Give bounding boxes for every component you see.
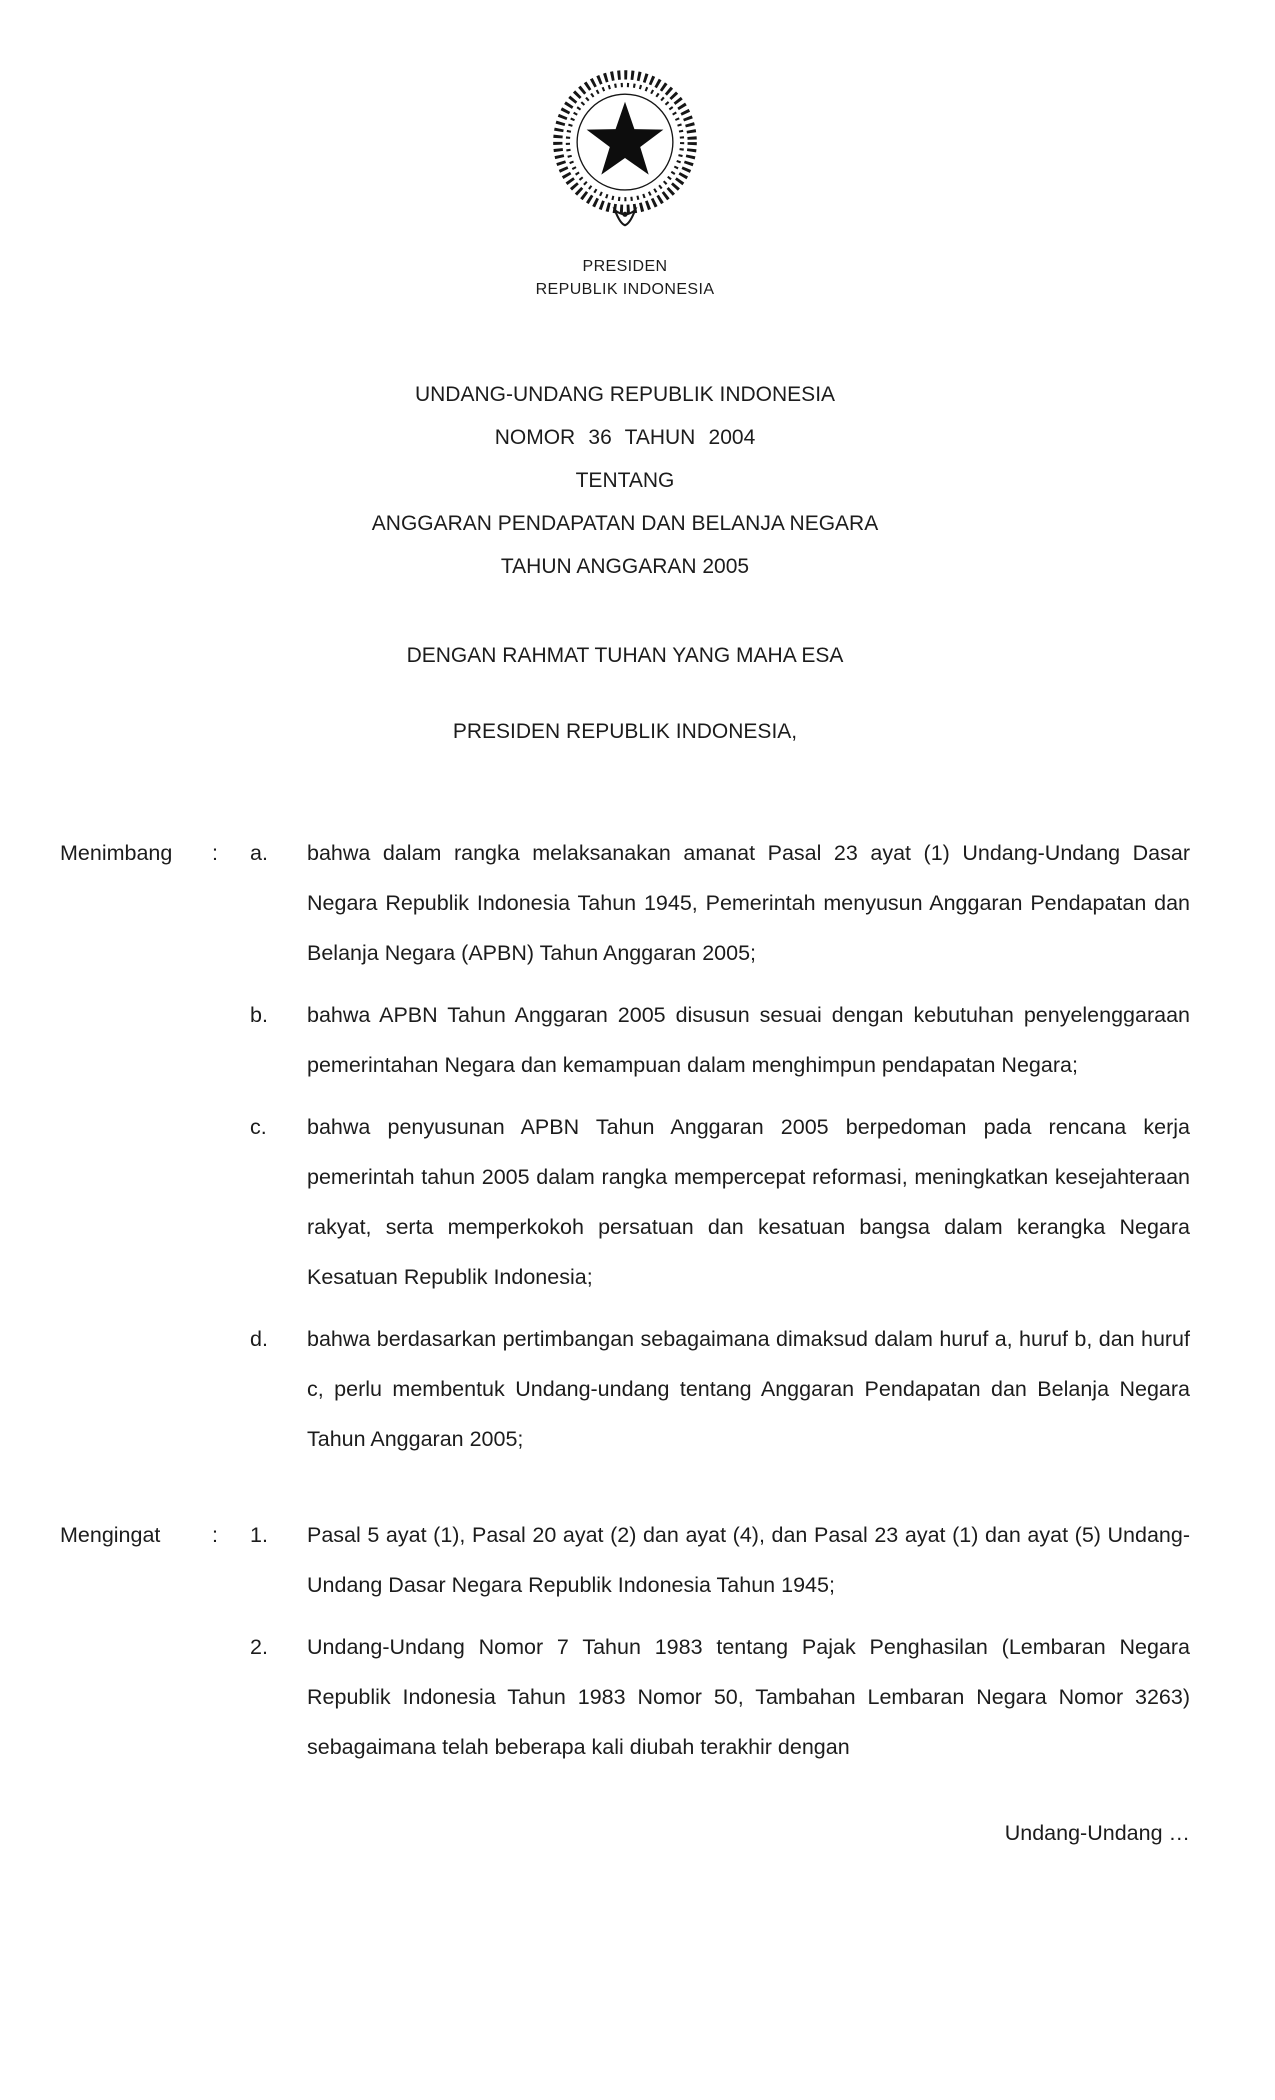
- doc-title-line-3: TENTANG: [575, 469, 675, 492]
- menimbang-label: Menimbang: [60, 841, 173, 865]
- doc-title-line-4: ANGGARAN PENDAPATAN DAN BELANJA NEGARA: [371, 512, 879, 535]
- item-marker: d.: [250, 1327, 268, 1351]
- mengingat-item-1: [60, 1510, 1190, 1610]
- doc-title-block: [60, 373, 1190, 588]
- page-catchword: Undang-Undang …: [1004, 1821, 1190, 1845]
- mengingat-label: Mengingat: [60, 1523, 161, 1547]
- letterhead-presiden-label: PRESIDEN: [582, 258, 668, 275]
- mengingat-item-2: [60, 1622, 1190, 1772]
- menimbang-section: [60, 828, 1190, 1464]
- letterhead: [60, 62, 1190, 301]
- item-text: bahwa dalam rangka melaksanakan amanat Pasal 23 ayat (1) Undang-Undang Dasar Negara Republik Indonesia Tahun 1945, Pemerintah menyusun Anggaran Pendapatan dan Belanja Negara (APBN) Tahun Anggaran 2005;: [307, 841, 1190, 965]
- doc-title-line-1: UNDANG-UNDANG REPUBLIK INDONESIA: [414, 383, 836, 406]
- mengingat-colon: :: [212, 1523, 218, 1547]
- doc-body: [60, 828, 1190, 1858]
- item-text: Undang-Undang Nomor 7 Tahun 1983 tentang Pajak Penghasilan (Lembaran Negara Republik Indonesia Tahun 1983 Nomor 50, Tambahan Lembaran Negara Nomor 3263) sebagaimana telah beberapa kali diubah terakhir dengan: [307, 1635, 1190, 1759]
- item-marker: 1.: [250, 1523, 268, 1547]
- menimbang-item-a: [60, 828, 1190, 978]
- item-marker: b.: [250, 1003, 268, 1027]
- doc-title-line-5: TAHUN ANGGARAN 2005: [500, 555, 750, 578]
- item-text: bahwa berdasarkan pertimbangan sebagaimana dimaksud dalam huruf a, huruf b, dan huruf c, perlu membentuk Undang-undang tentang Anggaran Pendapatan dan Belanja Negara Tahun Anggaran 2005;: [307, 1327, 1190, 1451]
- mengingat-section: [60, 1510, 1190, 1772]
- menimbang-item-c: [60, 1102, 1190, 1302]
- item-text: bahwa APBN Tahun Anggaran 2005 disusun sesuai dengan kebutuhan penyelenggaraan pemerintahan Negara dan kemampuan dalam menghimpun pendapatan Negara;: [307, 1003, 1190, 1077]
- menimbang-item-d: [60, 1314, 1190, 1464]
- menimbang-colon: :: [212, 841, 218, 865]
- menimbang-item-b: [60, 990, 1190, 1090]
- item-marker: a.: [250, 841, 268, 865]
- doc-invocation: DENGAN RAHMAT TUHAN YANG MAHA ESA: [406, 644, 844, 667]
- item-text: bahwa penyusunan APBN Tahun Anggaran 2005 berpedoman pada rencana kerja pemerintah tahun 2005 dalam rangka mempercepat reformasi, meningkatkan kesejahteraan rakyat, serta memperkokoh persatuan dan kesatuan bangsa dalam kerangka Negara Kesatuan Republik Indonesia;: [307, 1115, 1190, 1289]
- doc-salutation: PRESIDEN REPUBLIK INDONESIA,: [452, 720, 798, 743]
- item-text: Pasal 5 ayat (1), Pasal 20 ayat (2) dan ayat (4), dan Pasal 23 ayat (1) dan ayat (5) Undang-Undang Dasar Negara Republik Indonesia Tahun 1945;: [307, 1523, 1190, 1597]
- presidential-seal-icon: [541, 62, 709, 244]
- doc-title-line-2: NOMOR 36 TAHUN 2004: [494, 426, 756, 449]
- letterhead-republik-label: REPUBLIK INDONESIA: [535, 281, 715, 298]
- item-marker: 2.: [250, 1635, 268, 1659]
- item-marker: c.: [250, 1115, 267, 1139]
